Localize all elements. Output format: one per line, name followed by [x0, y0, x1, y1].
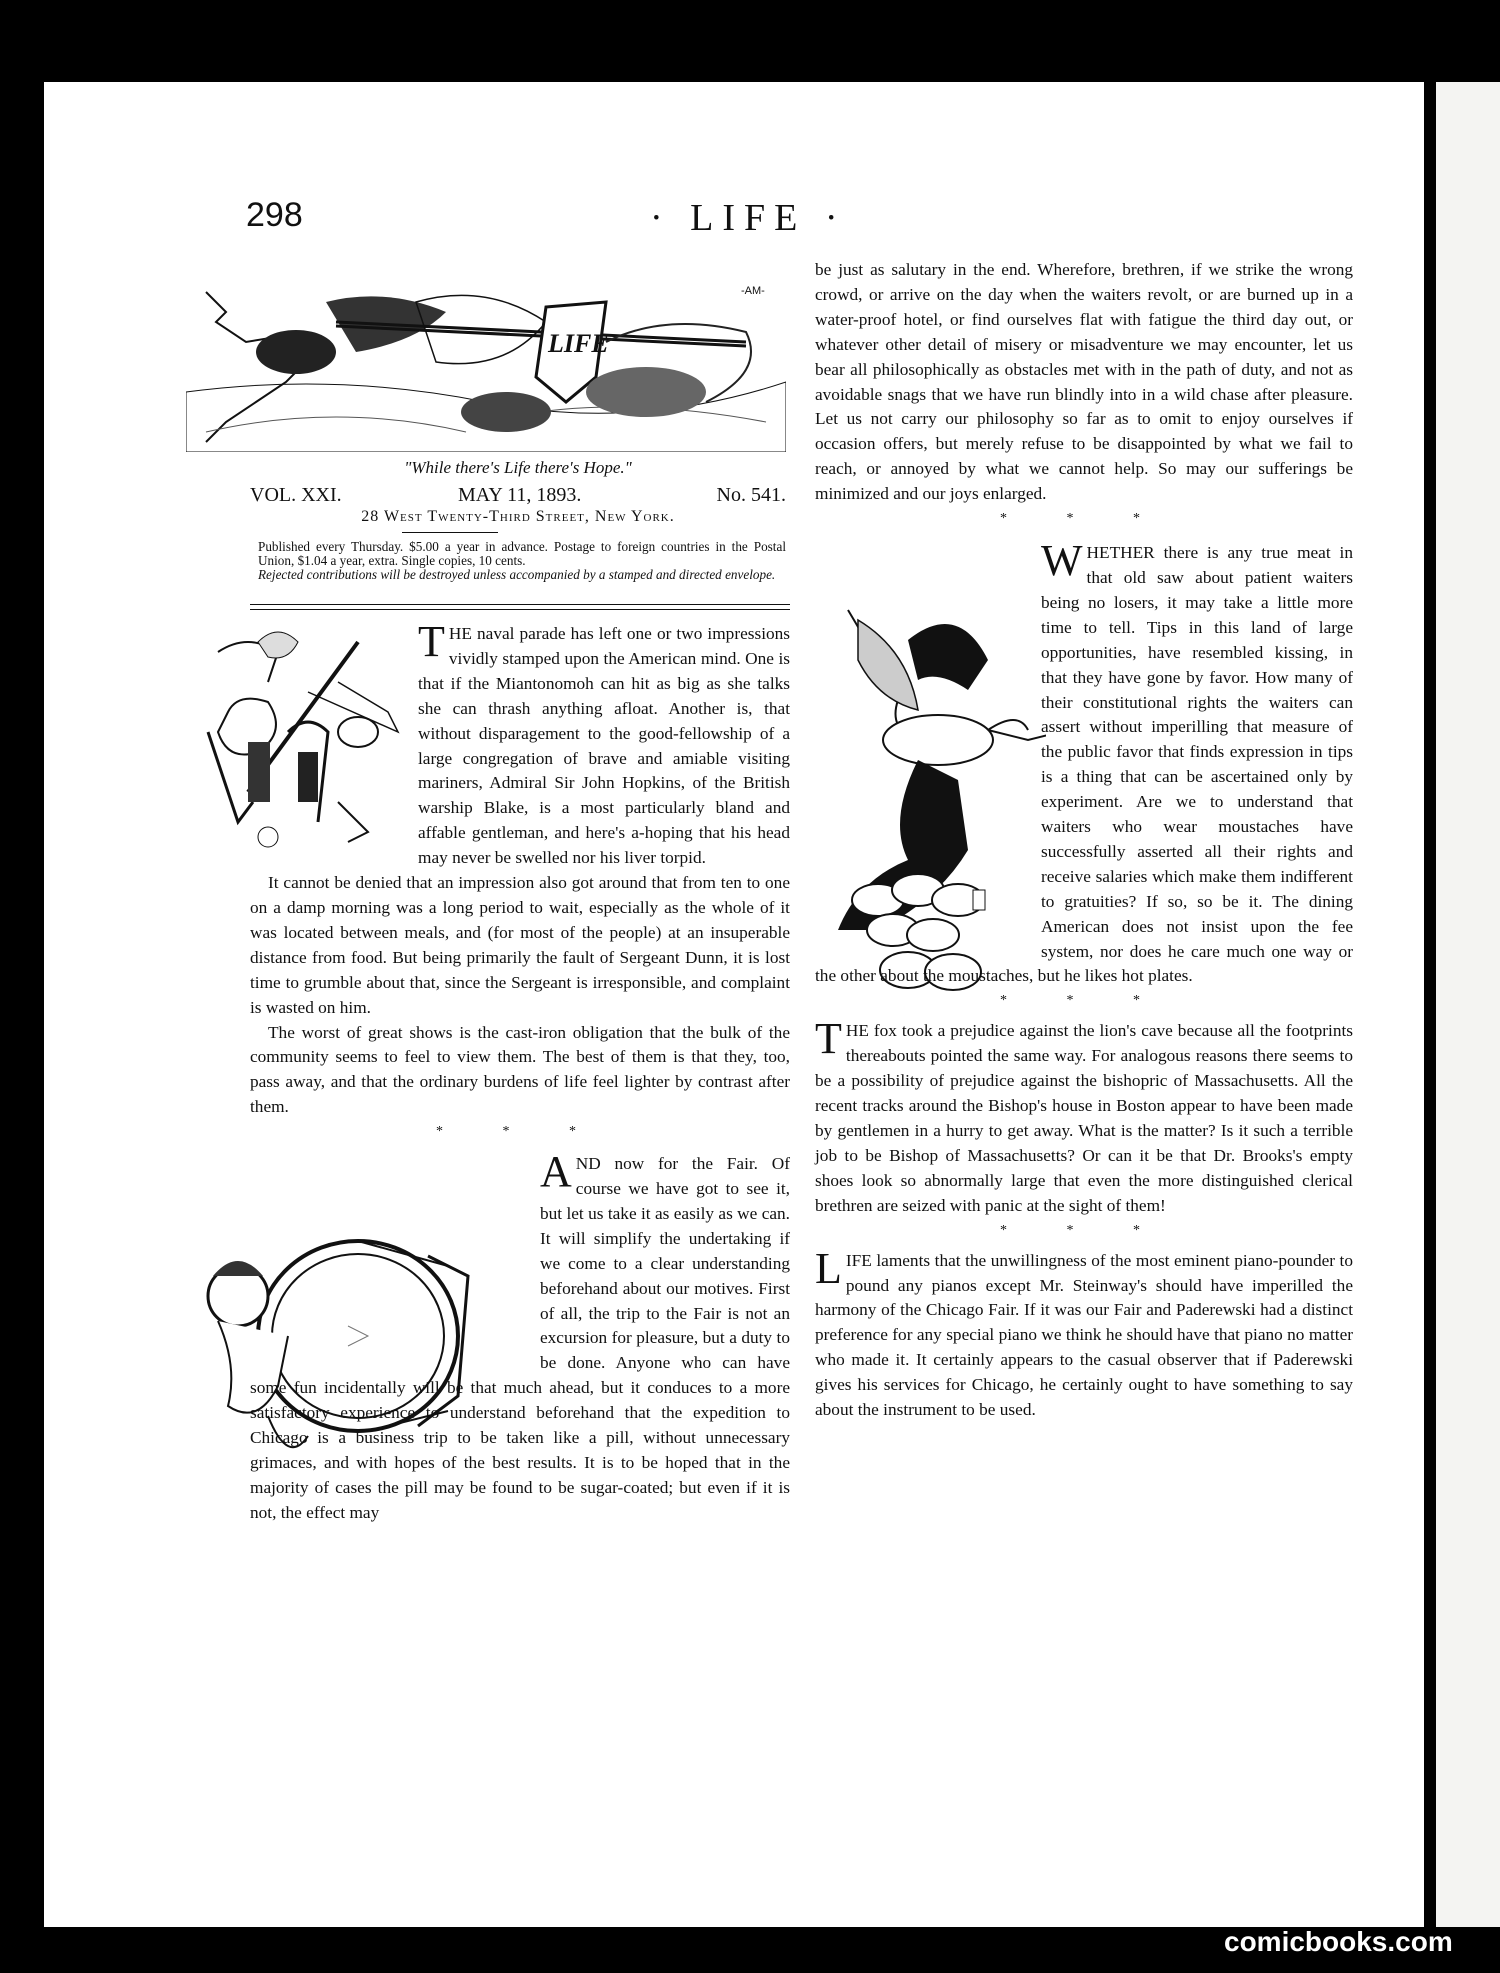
adjacent-page-edge: [1436, 82, 1500, 1927]
paragraph-paderewski: LIFE laments that the unwillingness of the most eminent piano-pounder to pound any pianos except Mr. Steinway's should have imperilled the harmony of the Chicago Fair. If it was our Fair and Paderewski had a distinct preference for any special piano we think he should have that piano no matter who made it. It certainly appears to the casual observer that if Paderewski gives his services for Chicago, he certainly ought to have something to say about the instrument to be used.: [815, 1243, 1353, 1420]
left-column: [250, 617, 790, 1526]
paragraph-great-shows: The worst of great shows is the cast-iron obligation that the bulk of the community seems to feel to view them. The best of them is that they, too, pass away, and that the ordinary burdens of life feel lighter by contrast after them.: [250, 1022, 790, 1117]
section-separator: * * *: [436, 1124, 604, 1140]
subscription-info: Published every Thursday. $5.00 a year in advance. Postage to foreign countries in the Postal Union, $1.04 a year, extra. Single copies, 10 cents.: [258, 539, 786, 568]
paragraph-impression: It cannot be denied that an impression also got around that from ten to one on a damp morning was a long period to wait, especially as the whole of it was located between meals, and (for most of the people) at an insuperable distance from food. But being primarily the fault of Sergeant Dunn, it is lost time to grumble about that, since the Sergeant is irresponsible, and complaint is wasted on him.: [250, 873, 790, 1017]
section-separator: * * *: [1000, 1222, 1168, 1238]
section-separator: * * *: [1000, 993, 1168, 1009]
issue-date: MAY 11, 1893.: [458, 484, 582, 506]
publisher-address: 28 West Twenty-Third Street, New York.: [361, 508, 675, 525]
figure-spacer: [815, 541, 1041, 961]
short-rule: [402, 532, 498, 533]
header-rule-1: [250, 604, 790, 605]
site-watermark: comicbooks.com: [1224, 1926, 1453, 1957]
figure-spacer: [250, 1152, 540, 1376]
masthead-title: · LIFE ·: [650, 197, 847, 239]
figure-spacer: [250, 622, 418, 860]
banner-shield-label: LIFE: [548, 329, 609, 358]
header-rule-2: [250, 609, 790, 610]
page-number: 298: [246, 196, 303, 234]
paragraph-bishopric: THE fox took a prejudice against the lion's cave because all the footprints thereabouts pointed the same way. For analogous reasons there seems to be a possibility of prejudice against the bishopric of Massachusetts. All the recent tracks around the Bishop's house in Boston appear to have been made by gentlemen in a hurry to get away. What is the matter? Is it such a terrible job to be Bishop of Massachusetts? Or can it be that Dr. Brooks's empty shoes look so abnormally large that even the more distinguished clerical brethren are seized with panic at the sight of them!: [815, 1014, 1353, 1215]
volume-number: VOL. XXI.: [250, 484, 342, 506]
section-separator: * * *: [1000, 511, 1168, 527]
paragraph-naval-parade: THE naval parade has left one or two impressions vividly stamped upon the American mind. One is that if the Miantonomoh can hit as big as she talks she can thrash anything afloat. Another is, that without disparagement to the good-fellowship of a large congregation of brave and amiable visiting mariners, Admiral Sir John Hopkins, of the British warship Blake, is a most particularly bland and affable gentleman, and here's a-hoping that his head may never be swelled nor his liver torpid.: [418, 617, 790, 868]
paragraph-fair: AND now for the Fair. Of course we have got to see it, but let us take it as easily as we can. It will simplify the undertaking if we come to a clear understanding beforehand about our motives. First of all, the trip to the Fair is not an excursion for pleasure, but a duty to be done. Anyone who can have some fun incidentally will be that much ahead, but it conduces to a more satisfactory experience to understand beforehand that the expedition to Chicago is a business trip to be taken like a pill, without unnecessary grimaces, and with hopes of the best results. It is to be hoped that in the majority of cases the pill may be found to be sugar-coated; but even if it is not, the effect may: [250, 1147, 790, 1522]
rejection-notice: Rejected contributions will be destroyed unless accompanied by a stamped and directed envelope.: [258, 567, 776, 582]
banner-illustration: [186, 282, 786, 452]
right-column: [815, 258, 1353, 1423]
paragraph-waiters: WHETHER there is any true meat in that old saw about patient waiters being no losers, it may take a little more time to tell. Tips in this land of large opportunities, have resembled kissing, in that they have gone by favor. How many of their constitutional rights the waiters can assert without imperilling that measure of the public favor that finds expression in tips is a thing that can be ascertained only by experiment. Are we to understand that waiters who wear moustaches have successfully asserted all their rights and receive salaries which make them indifferent to gratuities? If so, so be it. The dining American does not insist upon the fee system, nor does he care much one way or the other about the moustaches, but he likes hot plates.: [815, 536, 1353, 986]
publication-info: [258, 540, 786, 582]
issue-number: No. 541.: [716, 484, 786, 506]
banner-signature: -AM-: [741, 285, 765, 297]
paragraph-salutary: be just as salutary in the end. Wherefore, brethren, if we strike the wrong crowd, or arrive on the day when the waiters revolt, or are burned up in a water-proof hotel, or find ourselves flat with fatigue the third day out, or whatever other detail of misery or misadventure we may encounter, let us bear all philosophically as obstacles met with in the path of duty, and not as avoidable snags that we have run blindly into in a wild chase after pleasure. Let us not carry our philosophy so far as to omit to enjoy ourselves if occasion offers, but merely refuse to be disappointed by what we fail to reach, or annoyed by what we cannot help. So may our sufferings be minimized and our joys enlarged.: [815, 260, 1353, 504]
masthead-motto: "While there's Life there's Hope.": [404, 458, 632, 477]
